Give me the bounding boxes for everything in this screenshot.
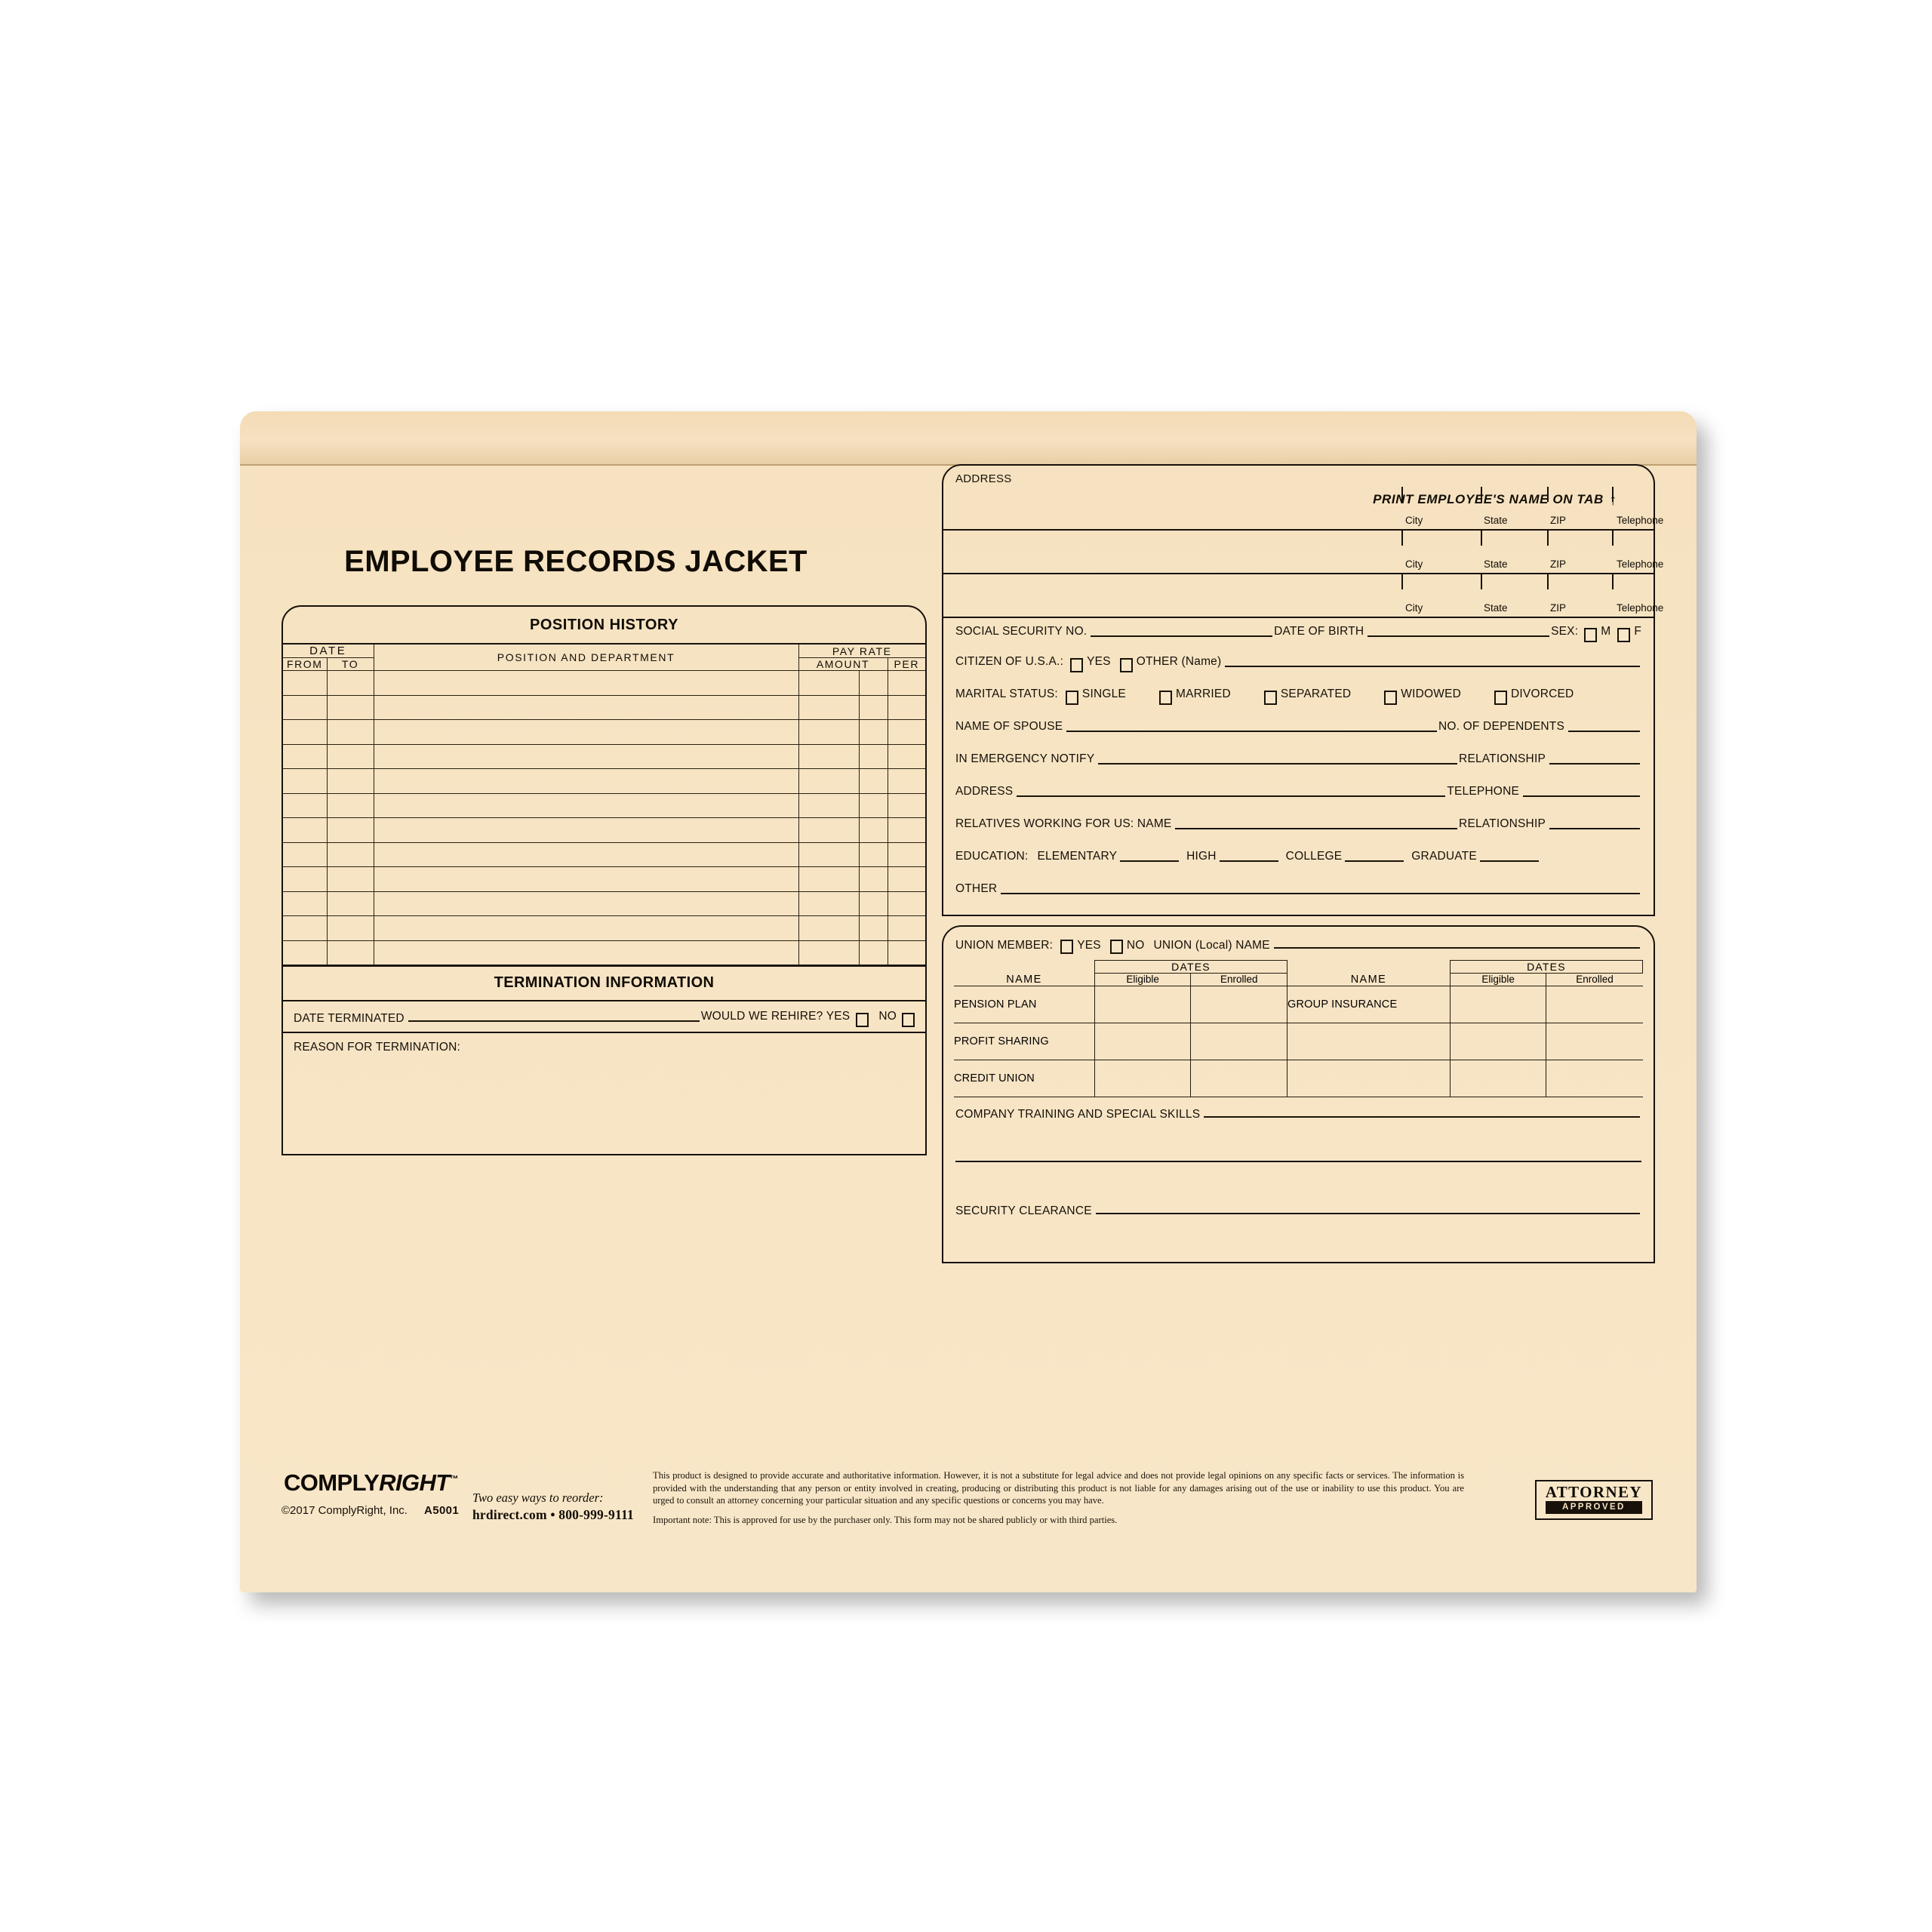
to-cell[interactable] — [327, 940, 374, 965]
from-cell[interactable] — [283, 867, 327, 892]
sku-code: A5001 — [423, 1504, 460, 1517]
amount-cent-cell[interactable] — [859, 671, 888, 696]
address-column-tick — [1481, 574, 1482, 589]
address-entry-row[interactable] — [943, 487, 1664, 531]
position-cell[interactable] — [374, 867, 798, 892]
education-elementary-field[interactable] — [1120, 860, 1179, 862]
complyright-logo — [284, 1469, 458, 1497]
to-cell[interactable] — [327, 720, 374, 745]
left-eligible-cell[interactable] — [1094, 986, 1191, 1023]
employee-records-jacket-folder — [240, 411, 1697, 1592]
from-cell[interactable] — [283, 671, 327, 696]
benefits-sub-header-row — [954, 974, 1643, 986]
marital-single-checkbox[interactable] — [1066, 691, 1078, 705]
position-cell[interactable] — [374, 793, 798, 818]
education-graduate-label: GRADUATE — [1411, 850, 1477, 863]
address-column-tick — [1401, 531, 1403, 546]
marital-separated-checkbox[interactable] — [1264, 691, 1277, 705]
ssn-label: SOCIAL SECURITY NO. — [955, 625, 1088, 638]
clearance-spacer — [943, 1223, 1654, 1262]
address-rows — [943, 487, 1664, 618]
termination-panel — [281, 965, 927, 1155]
right-enrolled-cell[interactable] — [1546, 1060, 1643, 1097]
right-eligible-cell[interactable] — [1450, 1060, 1546, 1097]
sex-female-checkbox[interactable] — [1617, 628, 1630, 642]
logo-text — [284, 1469, 458, 1497]
training-second-rule — [955, 1161, 1641, 1162]
reorder-line-2[interactable]: hrdirect.com • 800-999-9111 — [472, 1507, 634, 1522]
citizen-other-checkbox[interactable] — [1120, 658, 1133, 672]
position-history-row[interactable] — [283, 818, 925, 843]
dependents-label: NO. OF DEPENDENTS — [1438, 720, 1564, 733]
per-cell[interactable] — [888, 720, 925, 745]
benefits-table — [954, 960, 1643, 1097]
left-eligible-cell[interactable] — [1094, 1023, 1191, 1060]
page-title: EMPLOYEE RECORDS JACKET — [344, 545, 808, 578]
position-history-caption: POSITION HISTORY — [283, 607, 925, 645]
reorder-info — [472, 1491, 634, 1523]
amount-dollar-cell[interactable] — [798, 916, 859, 941]
address-zip-label: ZIP — [1550, 558, 1567, 570]
from-cell[interactable] — [283, 940, 327, 965]
benefits-table-wrap — [943, 960, 1654, 1097]
citizen-label: CITIZEN OF U.S.A.: — [955, 655, 1064, 668]
amount-cent-cell[interactable] — [859, 842, 888, 867]
amount-cent-cell[interactable] — [859, 867, 888, 892]
position-history-row[interactable] — [283, 867, 925, 892]
per-cell[interactable] — [888, 867, 925, 892]
position-cell[interactable] — [374, 695, 798, 720]
to-cell[interactable] — [327, 867, 374, 892]
address-state-label: State — [1484, 558, 1508, 570]
position-cell[interactable] — [374, 940, 798, 965]
address-column-tick — [1401, 574, 1403, 589]
left-enrolled-cell[interactable] — [1191, 1023, 1287, 1060]
amount-cent-cell[interactable] — [859, 744, 888, 769]
from-cell[interactable] — [283, 769, 327, 794]
copyright-line — [281, 1504, 459, 1517]
to-cell[interactable] — [327, 818, 374, 843]
citizen-other-field[interactable] — [1225, 666, 1640, 667]
address-column-tick — [1401, 487, 1403, 502]
left-dates-header: DATES — [1094, 961, 1287, 974]
left-eligible-header: Eligible — [1094, 974, 1191, 986]
position-cell[interactable] — [374, 744, 798, 769]
marital-married-label: MARRIED — [1175, 688, 1231, 700]
per-cell[interactable] — [888, 695, 925, 720]
date-header: DATE — [283, 645, 374, 658]
citizen-other-label: OTHER (Name) — [1136, 655, 1222, 668]
to-cell[interactable] — [327, 695, 374, 720]
address-telephone-label: Telephone — [1617, 602, 1664, 614]
termination-caption: TERMINATION INFORMATION — [283, 965, 925, 1001]
badge-approved-text: APPROVED — [1546, 1501, 1642, 1514]
right-dates-header: DATES — [1450, 961, 1642, 974]
education-label: EDUCATION: — [955, 850, 1029, 863]
emergency-telephone-label: TELEPHONE — [1447, 785, 1519, 798]
address-column-tick — [1481, 531, 1482, 546]
benefit-right-name — [1287, 1060, 1451, 1097]
dob-label: DATE OF BIRTH — [1274, 625, 1364, 638]
benefits-row — [954, 1023, 1643, 1060]
sex-label: SEX: — [1551, 625, 1579, 638]
relatives-row — [943, 808, 1654, 841]
rehire-label: WOULD WE REHIRE? YES — [700, 1010, 851, 1023]
amount-dollar-cell[interactable] — [798, 769, 859, 794]
position-department-header: POSITION AND DEPARTMENT — [374, 645, 798, 671]
benefit-left-name: PROFIT SHARING — [954, 1023, 1094, 1060]
address-zip-label: ZIP — [1550, 515, 1567, 526]
per-cell[interactable] — [888, 793, 925, 818]
position-history-row[interactable] — [283, 720, 925, 745]
address-entry-row[interactable] — [943, 574, 1664, 618]
right-name-header: NAME — [1287, 974, 1451, 986]
left-eligible-cell[interactable] — [1094, 1060, 1191, 1097]
union-yes-checkbox[interactable] — [1060, 940, 1073, 954]
education-college-label: COLLEGE — [1285, 850, 1343, 863]
emergency-address-row — [943, 776, 1654, 808]
other-label: OTHER — [955, 882, 998, 895]
emergency-relationship-field[interactable] — [1549, 763, 1640, 764]
union-member-label: UNION MEMBER: — [955, 939, 1054, 952]
address-column-tick — [1547, 487, 1549, 502]
left-name-header: NAME — [954, 974, 1094, 986]
marital-separated-label: SEPARATED — [1280, 688, 1352, 700]
marital-divorced-checkbox[interactable] — [1494, 691, 1507, 705]
amount-dollar-cell[interactable] — [798, 695, 859, 720]
per-header: PER — [888, 658, 925, 671]
amount-dollar-cell[interactable] — [798, 671, 859, 696]
rehire-no-checkbox[interactable] — [902, 1013, 915, 1027]
to-header: TO — [327, 658, 374, 671]
other-education-row — [943, 873, 1654, 915]
training-field[interactable] — [1204, 1116, 1640, 1118]
to-cell[interactable] — [327, 793, 374, 818]
union-no-checkbox[interactable] — [1110, 940, 1123, 954]
relatives-relationship-field[interactable] — [1549, 828, 1640, 829]
union-no-label: NO — [1126, 939, 1145, 952]
relatives-field[interactable] — [1175, 828, 1457, 829]
union-local-name-field[interactable] — [1274, 947, 1640, 949]
amount-dollar-cell[interactable] — [798, 891, 859, 916]
position-cell[interactable] — [374, 818, 798, 843]
address-state-label: State — [1484, 515, 1508, 526]
from-cell[interactable] — [283, 842, 327, 867]
address-column-tick — [1612, 574, 1614, 589]
right-enrolled-cell[interactable] — [1546, 986, 1643, 1023]
from-cell[interactable] — [283, 720, 327, 745]
right-eligible-header: Eligible — [1450, 974, 1546, 986]
date-terminated-label: DATE TERMINATED — [294, 1012, 405, 1025]
address-city-label: City — [1405, 558, 1423, 570]
legal-paragraph: This product is designed to provide accurate and authoritative information. However, it is not a substitute for legal advice and does not provide legal opinions on any specific facts or services. The information is provided with the understanding that any person or entity involved in creating, producing or distributing this product is not liable for any damages arising out of the use or inability to use this product. You are urged to consult an attorney concerning your particular situation and any specific questions or concerns you may have. — [653, 1470, 1464, 1506]
per-cell[interactable] — [888, 940, 925, 965]
to-cell[interactable] — [327, 671, 374, 696]
position-history-row[interactable] — [283, 695, 925, 720]
date-terminated-row — [283, 1001, 925, 1033]
union-local-name-label: UNION (Local) NAME — [1153, 939, 1270, 952]
benefit-right-name: GROUP INSURANCE — [1287, 986, 1451, 1023]
right-enrolled-cell[interactable] — [1546, 1023, 1643, 1060]
amount-cent-cell[interactable] — [859, 793, 888, 818]
copyright-text: ©2017 ComplyRight, Inc. — [281, 1504, 408, 1517]
position-cell[interactable] — [374, 916, 798, 941]
training-row — [943, 1099, 1654, 1126]
address-city-label: City — [1405, 602, 1423, 614]
address-zip-label: ZIP — [1550, 602, 1567, 614]
address-column-tick — [1547, 574, 1549, 589]
amount-dollar-cell[interactable] — [798, 793, 859, 818]
amount-dollar-cell[interactable] — [798, 842, 859, 867]
position-history-row[interactable] — [283, 671, 925, 696]
union-member-row — [943, 927, 1654, 960]
left-column — [281, 605, 927, 1155]
from-cell[interactable] — [283, 891, 327, 916]
education-row — [943, 841, 1654, 873]
emergency-telephone-field[interactable] — [1523, 795, 1640, 797]
amount-dollar-cell[interactable] — [798, 940, 859, 965]
position-history-header-row-1 — [283, 645, 925, 658]
per-cell[interactable] — [888, 891, 925, 916]
amount-dollar-cell[interactable] — [798, 818, 859, 843]
citizen-yes-checkbox[interactable] — [1070, 658, 1083, 672]
address-column-tick — [1612, 487, 1614, 502]
emergency-relationship-label: RELATIONSHIP — [1459, 752, 1546, 765]
spouse-field[interactable] — [1066, 731, 1437, 732]
logo-trademark: ™ — [449, 1473, 459, 1484]
marital-status-row — [943, 678, 1654, 711]
union-benefits-panel — [942, 925, 1655, 1263]
from-cell[interactable] — [283, 818, 327, 843]
reason-for-termination-area[interactable] — [283, 1033, 925, 1154]
from-header: FROM — [283, 658, 327, 671]
position-history-panel — [281, 605, 927, 967]
amount-cent-cell[interactable] — [859, 940, 888, 965]
security-clearance-field[interactable] — [1096, 1213, 1640, 1214]
amount-header: AMOUNT — [798, 658, 888, 671]
left-enrolled-header: Enrolled — [1191, 974, 1287, 986]
sex-male-label: M — [1601, 625, 1611, 638]
address-city-label: City — [1405, 515, 1423, 526]
per-cell[interactable] — [888, 671, 925, 696]
logo-comply: COMPLY — [284, 1469, 380, 1496]
benefits-row — [954, 986, 1643, 1023]
reason-for-termination-label: REASON FOR TERMINATION: — [294, 1041, 461, 1054]
emergency-address-label: ADDRESS — [955, 785, 1014, 798]
other-field[interactable] — [1001, 893, 1640, 894]
reorder-line-1: Two easy ways to reorder: — [472, 1491, 604, 1505]
dob-field[interactable] — [1367, 635, 1549, 637]
up-arrow-icon: ↑ — [1608, 491, 1617, 509]
logo-right: RIGHT — [379, 1469, 450, 1496]
folder-top-flap — [240, 411, 1697, 466]
marital-married-checkbox[interactable] — [1159, 691, 1172, 705]
marital-single-label: SINGLE — [1081, 688, 1126, 700]
pay-rate-header: PAY RATE — [798, 645, 925, 658]
from-cell[interactable] — [283, 744, 327, 769]
ssn-field[interactable] — [1091, 635, 1272, 637]
position-cell[interactable] — [374, 891, 798, 916]
legal-disclaimer — [653, 1469, 1464, 1526]
marital-divorced-label: DIVORCED — [1511, 688, 1574, 700]
spouse-dependents-row — [943, 711, 1654, 743]
position-history-table — [283, 645, 925, 965]
legal-note: Important note: This is approved for use by the purchaser only. This form may not be shared publicly or with third parties. — [653, 1514, 1118, 1525]
right-eligible-cell[interactable] — [1450, 1023, 1546, 1060]
security-clearance-row — [943, 1195, 1654, 1223]
to-cell[interactable] — [327, 916, 374, 941]
left-enrolled-cell[interactable] — [1191, 986, 1287, 1023]
right-eligible-cell[interactable] — [1450, 986, 1546, 1023]
citizen-yes-label: YES — [1087, 655, 1111, 668]
amount-cent-cell[interactable] — [859, 720, 888, 745]
benefits-dates-header-row — [954, 961, 1643, 974]
right-enrolled-header: Enrolled — [1546, 974, 1643, 986]
security-clearance-label: SECURITY CLEARANCE — [955, 1204, 1092, 1217]
amount-cent-cell[interactable] — [859, 916, 888, 941]
benefit-right-name — [1287, 1023, 1451, 1060]
position-history-body — [283, 671, 925, 965]
sex-male-checkbox[interactable] — [1584, 628, 1597, 642]
amount-cent-cell[interactable] — [859, 818, 888, 843]
position-history-row[interactable] — [283, 842, 925, 867]
benefits-body — [954, 986, 1643, 1097]
relatives-label: RELATIVES WORKING FOR US: NAME — [955, 817, 1172, 830]
address-column-tick — [1481, 487, 1482, 502]
citizen-row — [943, 646, 1654, 678]
spouse-label: NAME OF SPOUSE — [955, 720, 1063, 733]
per-cell[interactable] — [888, 818, 925, 843]
emergency-notify-row — [943, 743, 1654, 776]
tab-note-text: PRINT EMPLOYEE'S NAME ON TAB — [1373, 492, 1604, 506]
position-history-row[interactable] — [283, 940, 925, 965]
to-cell[interactable] — [327, 891, 374, 916]
position-cell[interactable] — [374, 720, 798, 745]
from-cell[interactable] — [283, 916, 327, 941]
right-column — [942, 464, 1664, 1263]
amount-dollar-cell[interactable] — [798, 744, 859, 769]
rehire-yes-checkbox[interactable] — [856, 1013, 869, 1027]
position-history-row[interactable] — [283, 793, 925, 818]
education-high-label: HIGH — [1186, 850, 1217, 863]
marital-widowed-checkbox[interactable] — [1384, 691, 1397, 705]
date-terminated-field[interactable] — [408, 1020, 700, 1022]
rehire-no-label: NO — [878, 1010, 897, 1023]
relatives-relationship-label: RELATIONSHIP — [1459, 817, 1546, 830]
badge-attorney-text: ATTORNEY — [1545, 1483, 1642, 1501]
address-panel — [942, 464, 1664, 916]
position-history-row[interactable] — [283, 744, 925, 769]
position-cell[interactable] — [374, 842, 798, 867]
education-college-field[interactable] — [1345, 860, 1404, 862]
education-elementary-label: ELEMENTARY — [1037, 850, 1118, 863]
attorney-approved-badge — [1535, 1480, 1653, 1520]
education-graduate-field[interactable] — [1480, 860, 1539, 862]
footer — [281, 1469, 1655, 1560]
ssn-dob-sex-row — [943, 618, 1654, 646]
left-enrolled-cell[interactable] — [1191, 1060, 1287, 1097]
emergency-notify-label: IN EMERGENCY NOTIFY — [955, 752, 1095, 765]
sex-female-label: F — [1634, 625, 1642, 638]
emergency-address-field[interactable] — [1017, 795, 1445, 797]
benefit-left-name: CREDIT UNION — [954, 1060, 1094, 1097]
from-cell[interactable] — [283, 793, 327, 818]
education-high-field[interactable] — [1220, 860, 1278, 862]
per-cell[interactable] — [888, 916, 925, 941]
per-cell[interactable] — [888, 842, 925, 867]
dependents-field[interactable] — [1568, 731, 1640, 732]
emergency-notify-field[interactable] — [1098, 763, 1457, 764]
address-state-label: State — [1484, 602, 1508, 614]
amount-cent-cell[interactable] — [859, 769, 888, 794]
position-cell[interactable] — [374, 671, 798, 696]
address-column-tick — [1547, 531, 1549, 546]
to-cell[interactable] — [327, 769, 374, 794]
per-cell[interactable] — [888, 744, 925, 769]
amount-dollar-cell[interactable] — [798, 720, 859, 745]
position-history-row[interactable] — [283, 769, 925, 794]
position-history-row[interactable] — [283, 916, 925, 941]
marital-status-label: MARITAL STATUS: — [955, 688, 1058, 700]
from-cell[interactable] — [283, 695, 327, 720]
to-cell[interactable] — [327, 842, 374, 867]
benefit-left-name: PENSION PLAN — [954, 986, 1094, 1023]
benefits-row — [954, 1060, 1643, 1097]
per-cell[interactable] — [888, 769, 925, 794]
position-cell[interactable] — [374, 769, 798, 794]
address-column-tick — [1612, 531, 1614, 546]
union-yes-label: YES — [1077, 939, 1101, 952]
amount-cent-cell[interactable] — [859, 695, 888, 720]
address-telephone-label: Telephone — [1617, 515, 1664, 526]
folder-front-panel — [240, 466, 1697, 1592]
amount-cent-cell[interactable] — [859, 891, 888, 916]
training-label: COMPANY TRAINING AND SPECIAL SKILLS — [955, 1107, 1201, 1121]
position-history-row[interactable] — [283, 891, 925, 916]
address-telephone-label: Telephone — [1617, 558, 1664, 570]
amount-dollar-cell[interactable] — [798, 867, 859, 892]
to-cell[interactable] — [327, 744, 374, 769]
marital-widowed-label: WIDOWED — [1401, 688, 1462, 700]
address-title: ADDRESS — [955, 472, 1012, 485]
address-entry-row[interactable] — [943, 531, 1664, 574]
